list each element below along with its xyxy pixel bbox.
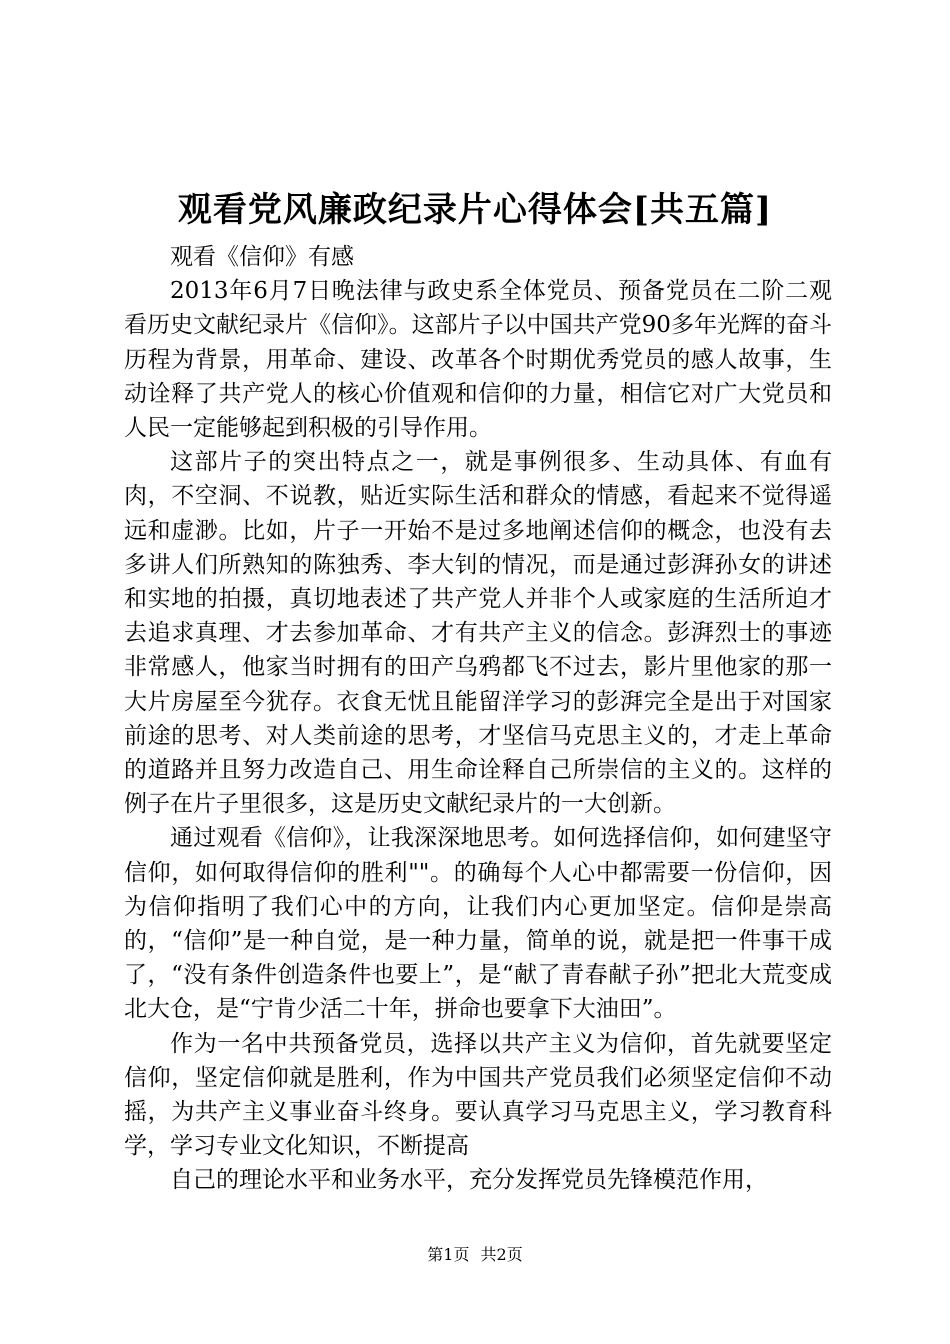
page-number: 第1页 — [427, 1245, 470, 1264]
section-subtitle: 观看《信仰》有感 — [170, 244, 354, 270]
page-total: 共2页 — [480, 1245, 523, 1264]
document-body — [124, 240, 832, 1198]
paragraph-4: 作为一名中共预备党员，选择以共产主义为信仰，首先就要坚定信仰，坚定信仰就是胜利，作为中国共产党员我们必须坚定信仰不动摇，为共产主义事业奋斗终身。要认真学习马克思主义，学习教育科学，学习专业文化知识，不断提高 — [124, 1030, 832, 1160]
paragraph-3: 通过观看《信仰》，让我深深地思考。如何选择信仰，如何建坚守信仰，如何取得信仰的胜利""。的确每个人心中都需要一份信仰，因为信仰指明了我们心中的方向，让我们内心更加坚定。信仰是崇高的，“信仰”是一种自觉，是一种力量，简单的说，就是把一件事干成了，“没有条件创造条件也要上”，是“献了青春献子孙”把北大荒变成北大仓，是“宁肯少活二十年，拼命也要拿下大油田”。 — [124, 825, 832, 1023]
paragraph-1: 2013年6月7日晚法律与政史系全体党员、预备党员在二阶二观看历史文献纪录片《信仰》。这部片子以中国共产党90多年光辉的奋斗历程为背景，用革命、建设、改革各个时期优秀党员的感人故事，生动诠释了共产党人的核心价值观和信仰的力量，相信它对广大党员和人民一定能够起到积极的引导作用。 — [124, 278, 832, 442]
page-title: 观看党风廉政纪录片心得体会[共五篇] — [177, 190, 773, 230]
page-footer — [0, 1244, 950, 1266]
paragraph-2: 这部片子的突出特点之一，就是事例很多、生动具体、有血有肉，不空洞、不说教，贴近实际生活和群众的情感，看起来不觉得遥远和虚渺。比如，片子一开始不是过多地阐述信仰的概念，也没有去多讲人们所熟知的陈独秀、李大钊的情况，而是通过彭湃孙女的讲述和实地的拍摄，真切地表述了共产党人并非个人或家庭的生活所迫才去追求真理、才去参加革命、才有共产主义的信念。彭湃烈士的事迹非常感人，他家当时拥有的田产乌鸦都飞不过去，影片里他家的那一大片房屋至今犹存。衣食无忧且能留洋学习的彭湃完全是出于对国家前途的思考、对人类前途的思考，才坚信马克思主义的，才走上革命的道路并且努力改造自己、用生命诠释自己所崇信的主义的。这样的例子在片子里很多，这是历史文献纪录片的一大创新。 — [124, 449, 832, 818]
paragraph-5: 自己的理论水平和业务水平，充分发挥党员先锋模范作用， — [170, 1167, 768, 1194]
